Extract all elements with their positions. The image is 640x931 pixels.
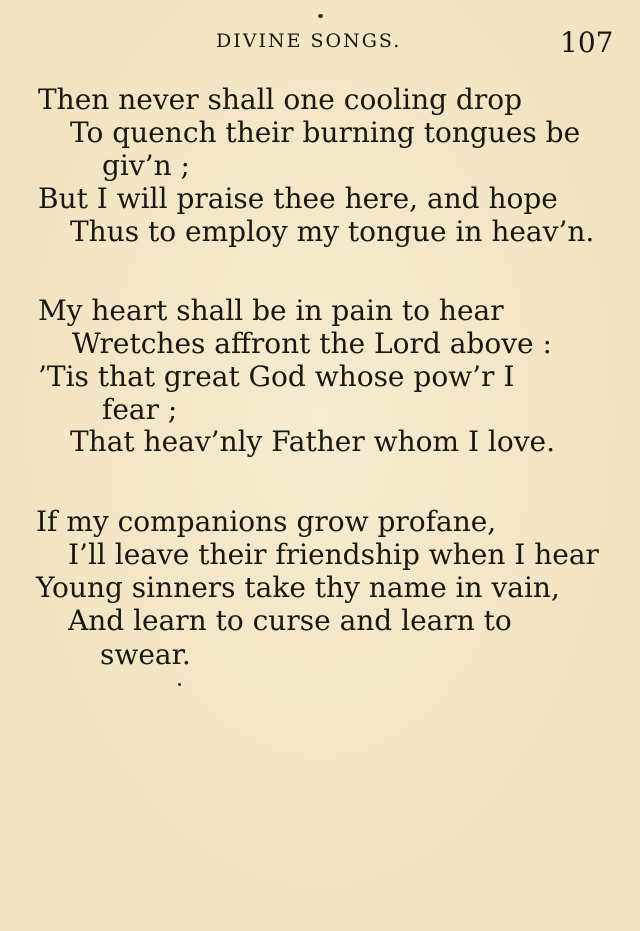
- verse-line: giv’n ;: [102, 149, 190, 182]
- page-number: 107: [560, 26, 614, 59]
- verse-line: But I will praise thee here, and hope: [38, 182, 558, 215]
- verse-line: Thus to employ my tongue in heav’n.: [70, 215, 595, 248]
- verse-line: Young sinners take thy name in vain,: [36, 571, 560, 604]
- verse-line: And learn to curse and learn to: [68, 604, 512, 637]
- verse-line: swear.: [100, 638, 191, 671]
- ink-dot: [178, 683, 181, 686]
- verse-line: Wretches affront the Lord above :: [72, 327, 552, 360]
- verse-line: fear ;: [102, 393, 178, 426]
- verse-line: If my companions grow profane,: [36, 505, 497, 538]
- ink-dot: [318, 14, 323, 18]
- verse-line: That heav’nly Father whom I love.: [70, 425, 556, 458]
- verse-line: My heart shall be in pain to hear: [38, 294, 504, 327]
- verse-line: Then never shall one cooling drop: [38, 83, 523, 116]
- running-title: DIVINE SONGS.: [216, 30, 402, 52]
- verse-line: ’Tis that great God whose pow’r I: [38, 360, 515, 393]
- verse-line: To quench their burning tongues be: [70, 116, 581, 149]
- verse-line: I’ll leave their friendship when I hear: [68, 538, 599, 571]
